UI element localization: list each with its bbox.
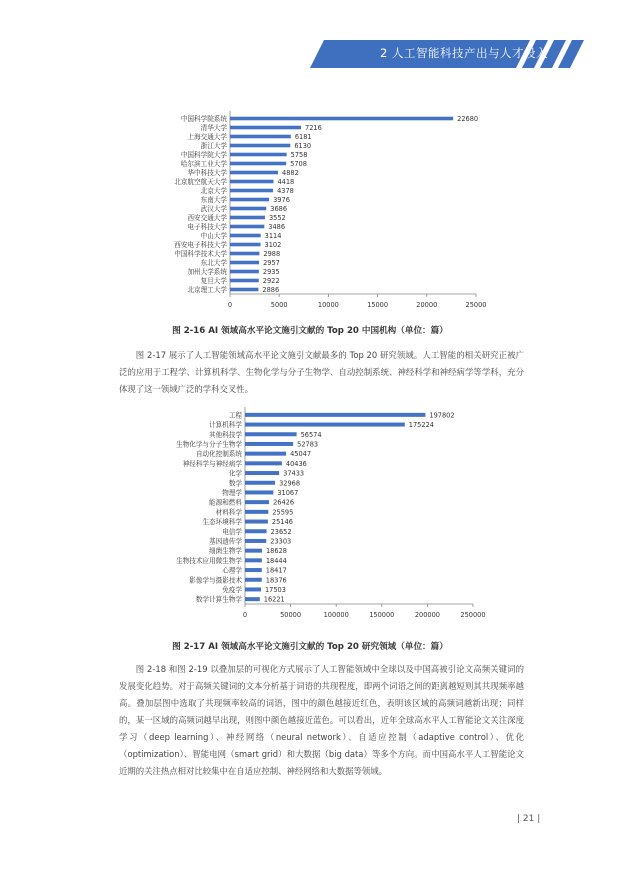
category-label: 生态环境科学 — [202, 518, 242, 527]
category-label: 华中科技大学 — [187, 169, 227, 177]
bar — [245, 452, 286, 456]
category-label: 中国科学院系统 — [180, 115, 227, 123]
data-label: 18417 — [265, 566, 287, 575]
bar — [245, 587, 261, 591]
category-label: 免疫学 — [222, 585, 242, 594]
category-label: 浙江大学 — [200, 142, 227, 150]
figure-caption-2-17: 图 2-17 AI 领域高水平论文施引文献的 Top 20 研究领域（单位：篇） — [172, 642, 448, 652]
data-label: 18376 — [265, 576, 287, 585]
bar — [245, 549, 262, 553]
data-label: 45047 — [290, 450, 312, 459]
data-label: 23303 — [270, 537, 292, 546]
category-label: 东南大学 — [200, 196, 227, 204]
category-label: 中国科学院大学 — [180, 151, 227, 159]
data-label: 2935 — [262, 268, 280, 276]
data-label: 16221 — [263, 595, 285, 604]
category-label: 材料科学 — [215, 508, 242, 517]
category-label: 哈尔滨工业大学 — [180, 160, 227, 168]
category-label: 神经科学与神经病学 — [182, 459, 242, 468]
category-label: 生物技术应用微生物学 — [176, 556, 242, 565]
category-label: 基因遗传学 — [209, 537, 242, 546]
bar — [245, 481, 275, 485]
category-label: 计算机科学 — [209, 421, 242, 430]
category-label: 加州大学系统 — [187, 268, 227, 276]
bar — [245, 471, 279, 475]
data-label: 23652 — [270, 527, 292, 536]
data-label: 2886 — [262, 286, 280, 294]
bar — [245, 510, 268, 514]
category-label: 东北大学 — [200, 259, 227, 267]
category-label: 上海交通大学 — [187, 133, 227, 141]
data-label: 5758 — [290, 151, 308, 159]
paragraph-2-text: 图 2-18 和图 2-19 以叠加层的可视化方式展示了人工智能领域中全球以及中国高被引论文高频关键词的发展变化趋势。对于高频关键词的文本分析基于词语的共现程度，即两个词语之间的距离越短则其共现频率越高。叠加层图中选取了共现频率较高的词语，图中的颜色越接近红色，表明该区域的高频词越新出现；同样的，某一区域的高频词越早出现，则图中颜色越接近蓝色。可以看出，近年全球高水平人工智能论文关注深度学习（deep learning）、神经网络（neural network）、自适应控制（adaptive control）、优化（optimization）、智能电网（smart grid）和大数据（big data）等多个方向。而中国高水平人工智能论文近期的关注热点相对比较集中在自适应控制、神经网络和大数据等领域。 — [119, 664, 524, 776]
data-label: 6181 — [294, 133, 312, 141]
category-label: 电信学 — [222, 527, 242, 536]
data-label: 4378 — [277, 187, 294, 195]
data-label: 7216 — [305, 124, 322, 132]
category-label: 西安电子科技大学 — [174, 241, 227, 249]
category-label: 武汉大学 — [200, 205, 227, 213]
data-label: 6130 — [294, 142, 312, 150]
page-number: | 21 | — [517, 814, 541, 824]
bar — [245, 520, 268, 524]
category-label: 复旦大学 — [200, 277, 227, 285]
category-label: 中山大学 — [200, 232, 227, 240]
bar — [245, 568, 262, 572]
bar — [245, 461, 282, 465]
x-tick-label: 25000 — [465, 301, 487, 309]
x-tick-label: 150000 — [369, 611, 395, 619]
data-label: 3102 — [264, 241, 282, 249]
x-tick-label: 50000 — [280, 611, 302, 619]
bar — [245, 442, 293, 446]
data-label: 40436 — [285, 459, 307, 468]
data-label: 3976 — [273, 196, 290, 204]
bar — [245, 529, 267, 533]
category-label: 自动化控制系统 — [195, 450, 242, 459]
bar — [245, 539, 266, 543]
data-label: 52783 — [297, 440, 319, 449]
data-label: 5708 — [290, 160, 307, 168]
paragraph-2 — [119, 661, 524, 780]
data-label: 25146 — [271, 518, 293, 527]
category-label: 工程 — [228, 411, 242, 420]
category-label: 心理学 — [222, 566, 242, 575]
category-label: 北京航空航天大学 — [174, 178, 227, 186]
data-label: 26426 — [273, 498, 295, 507]
data-label: 197802 — [429, 411, 455, 420]
category-label: 化学 — [228, 469, 242, 478]
category-label: 影像学与摄影技术 — [189, 576, 242, 585]
x-tick-label: 20000 — [416, 301, 438, 309]
data-label: 3552 — [268, 214, 286, 222]
category-label: 北京大学 — [200, 187, 227, 195]
x-tick-label: 100000 — [323, 611, 349, 619]
category-label: 清华大学 — [200, 124, 227, 132]
data-label: 175224 — [408, 421, 434, 430]
paragraph-1-text: 图 2-17 展示了人工智能领域高水平论文施引文献最多的 Top 20 研究领域。人工智能的相关研究正被广泛的应用于工程学、计算机科学、生物化学与分子生物学、自动控制系统、神经科学和神经病学等学科，充分体现了这一领域广泛的学科交叉性。 — [119, 350, 524, 394]
data-label: 2988 — [263, 250, 281, 258]
bar — [245, 500, 269, 504]
x-tick-label: 0 — [227, 301, 233, 309]
category-label: 中国科学技术大学 — [174, 250, 227, 258]
x-tick-label: 15000 — [367, 301, 389, 309]
category-label: 电子科技大学 — [187, 223, 227, 231]
x-tick-label: 5000 — [270, 301, 288, 309]
category-label: 细菌生物学 — [209, 547, 242, 556]
category-label: 数学计算生物学 — [195, 595, 242, 604]
data-label: 22680 — [457, 115, 479, 123]
data-label: 56574 — [300, 430, 322, 439]
category-label: 生物化学与分子生物学 — [176, 440, 242, 449]
category-label: 数学 — [228, 479, 242, 488]
bar — [245, 413, 425, 417]
data-label: 4418 — [277, 178, 295, 186]
category-label: 物理学 — [222, 488, 242, 497]
bar — [245, 423, 405, 427]
data-label: 3114 — [264, 232, 282, 240]
data-label: 31067 — [277, 488, 299, 497]
bar — [245, 432, 297, 436]
data-label: 4882 — [282, 169, 299, 177]
data-label: 2957 — [263, 259, 280, 267]
x-tick-label: 250000 — [460, 611, 486, 619]
bar — [245, 490, 273, 494]
category-label: 西安交通大学 — [187, 214, 227, 222]
x-tick-label: 10000 — [317, 301, 339, 309]
figure-caption-2-16: 图 2-16 AI 领域高水平论文施引文献的 Top 20 中国机构（单位：篇） — [172, 326, 448, 336]
x-tick-label: 0 — [242, 611, 248, 619]
chapter-title: 2 人工智能科技产出与人才投入 — [380, 46, 548, 60]
data-label: 3686 — [270, 205, 288, 213]
bar — [245, 578, 262, 582]
category-label: 能源和燃料 — [209, 498, 242, 507]
data-label: 32968 — [279, 479, 301, 488]
bar — [245, 558, 262, 562]
bar — [245, 597, 260, 601]
data-label: 3486 — [268, 223, 286, 231]
x-tick-label: 200000 — [414, 611, 440, 619]
data-label: 25595 — [272, 508, 294, 517]
data-label: 18628 — [265, 547, 287, 556]
category-label: 北京理工大学 — [187, 286, 227, 294]
data-label: 18444 — [265, 556, 287, 565]
data-label: 17503 — [264, 585, 286, 594]
category-label: 其他科技学 — [209, 430, 242, 439]
data-label: 37433 — [283, 469, 305, 478]
data-label: 2922 — [262, 277, 280, 285]
